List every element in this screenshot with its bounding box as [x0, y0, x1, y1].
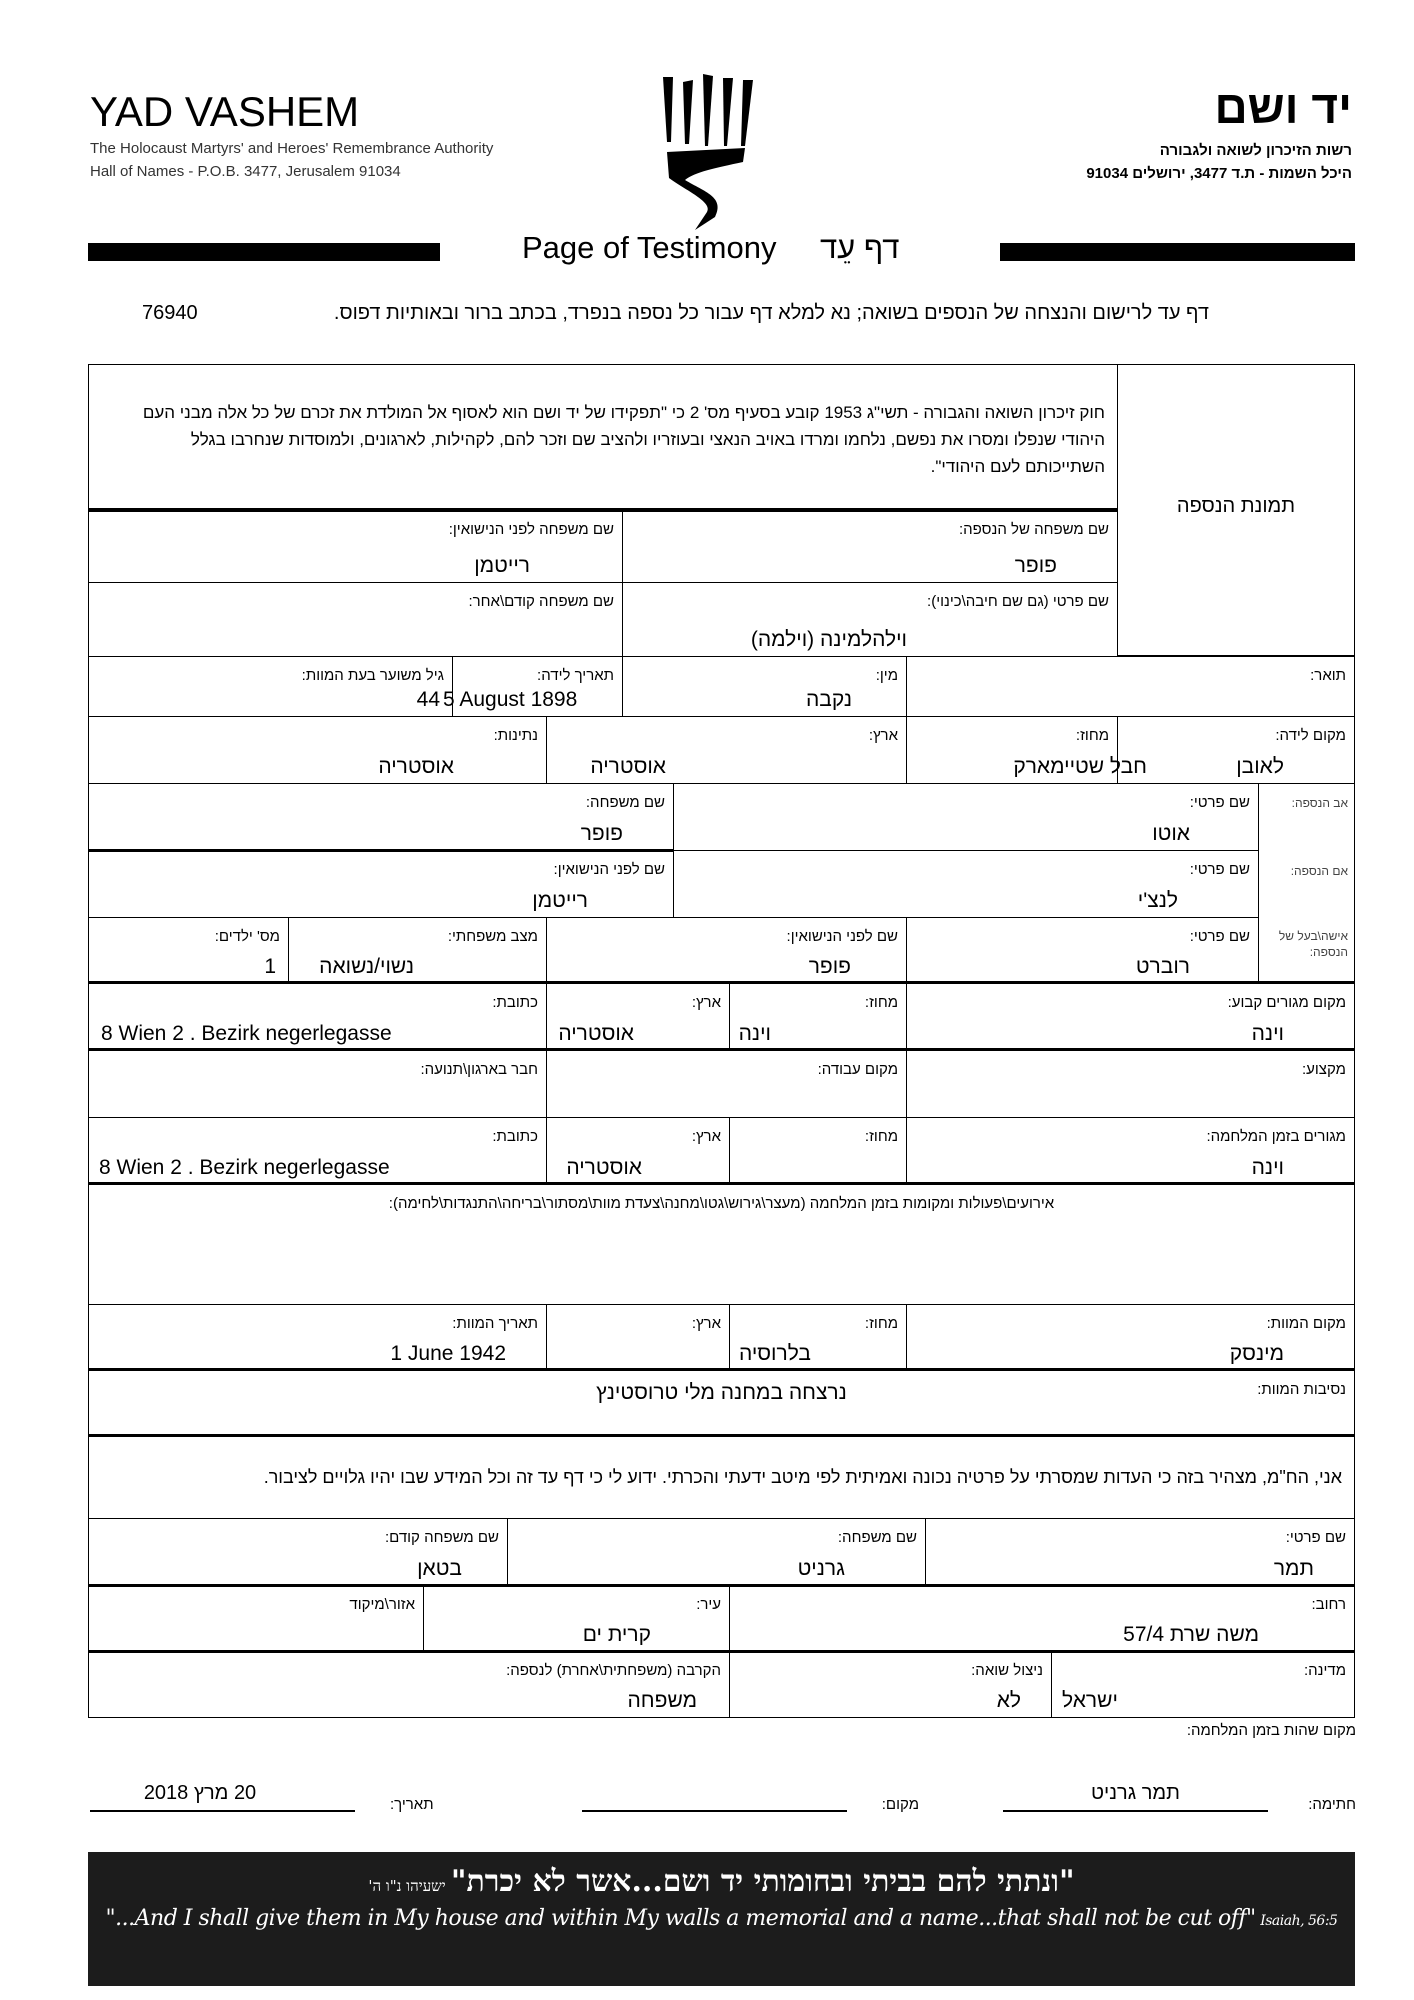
declaration-box	[88, 1436, 1355, 1519]
zip-field[interactable]	[88, 1585, 424, 1652]
label: שם משפחה לפני הנישואין:	[448, 521, 614, 538]
label: מדינה:	[1303, 1662, 1346, 1679]
label: ארץ:	[691, 994, 721, 1011]
death-district: בלרוסיה	[738, 1342, 811, 1365]
header-bar-left	[88, 243, 440, 261]
residence-place-field[interactable]	[906, 983, 1355, 1051]
org-sub-he-1: רשות הזיכרון לשואה ולגבורה	[1159, 142, 1352, 159]
birth-district-field[interactable]	[906, 716, 1147, 784]
ref-en: Isaiah, 56:5	[1260, 1913, 1338, 1929]
date-label: תאריך:	[390, 1796, 434, 1813]
residence-address: 8 Wien 2 . Bezirk negerlegasse	[101, 1022, 392, 1045]
label: מחוז:	[864, 994, 898, 1011]
submitter-country: ישראל	[1062, 1689, 1118, 1712]
birth-country: אוסטריה	[590, 755, 666, 778]
father-surname-field[interactable]	[88, 783, 674, 851]
age: 44	[416, 688, 440, 711]
dob-field[interactable]	[443, 656, 623, 717]
photo-box[interactable]	[1117, 364, 1355, 656]
org-sub-he-2: היכל השמות - ת.ד 3477, ירושלים 91034	[1086, 165, 1352, 182]
residence-district-field[interactable]	[729, 983, 907, 1051]
events-field[interactable]	[88, 1184, 1355, 1305]
form-number: 76940	[142, 302, 198, 324]
ref-he: ישעיהו נ"ו ה'	[368, 1877, 446, 1895]
profession-field[interactable]	[906, 1050, 1355, 1118]
gender: נקבה	[805, 688, 852, 711]
place-label: מקום:	[881, 1796, 919, 1813]
photo-label: תמונת הנספה	[1176, 495, 1296, 517]
birthplace: לאובן	[1236, 755, 1284, 778]
death-circumstances-field[interactable]	[88, 1370, 1355, 1437]
victim-given: וילהלמינה (וילמה)	[750, 628, 907, 651]
quote-en: "...And I shall give them in My house and within My walls a memorial and a name...that shall not be cut off"	[105, 1906, 1256, 1931]
label: חבר בארגון\תנועה:	[420, 1061, 538, 1078]
title-he: דף עֵד	[820, 230, 900, 265]
signature-value: תמר גרניט	[1091, 1782, 1180, 1804]
city-field[interactable]	[423, 1585, 730, 1652]
label: מחוז:	[864, 1128, 898, 1145]
city: קרית ים	[582, 1623, 651, 1646]
dob: 5 August 1898	[443, 688, 578, 711]
label: שם פרטי:	[1189, 861, 1250, 878]
quote-he: "ונתתי להם בביתי ובחומותי יד ושם...אשר לא יכרת"	[450, 1864, 1075, 1899]
quote-banner	[88, 1852, 1355, 1986]
war-residence-place: וינה	[1251, 1156, 1284, 1179]
label: שם משפחה קודם:	[384, 1529, 499, 1546]
intro-box	[88, 364, 1118, 511]
father-given: אוטו	[1152, 822, 1190, 845]
mother-given: לנצ'י	[1137, 889, 1178, 912]
label: מחוז:	[1075, 727, 1109, 744]
death-district-field[interactable]	[729, 1304, 907, 1371]
label: שם לפני הנישואין:	[786, 928, 898, 945]
label: תואר:	[1310, 667, 1346, 684]
age-field[interactable]	[88, 656, 453, 717]
war-address-field[interactable]	[88, 1117, 547, 1185]
street: משה שרת 57/4	[1123, 1623, 1259, 1646]
submitter-given-field[interactable]	[925, 1518, 1355, 1586]
death-date-field[interactable]	[88, 1304, 547, 1371]
death-circumstances: נרצחה במחנה מלי טרוסטינץ	[596, 1381, 847, 1404]
mother-maiden: רייטמן	[532, 889, 588, 912]
wartime-place-label: מקום שהות בזמן המלחמה:	[1186, 1722, 1356, 1739]
victim-maiden: רייטמן	[474, 554, 530, 577]
survivor: לא	[996, 1689, 1021, 1712]
label: נתינות:	[493, 727, 538, 744]
org-sub-en-1: The Holocaust Martyrs' and Heroes' Remembrance Authority	[90, 140, 494, 157]
label: שם משפחה:	[837, 1529, 917, 1546]
residence-address-field[interactable]	[88, 983, 547, 1051]
mother-given-field[interactable]	[673, 850, 1259, 918]
nationality-field[interactable]	[88, 716, 547, 784]
spouse-maiden-field[interactable]	[546, 917, 907, 984]
victim-surname-field[interactable]	[622, 510, 1118, 583]
quote-en-line	[88, 1906, 1355, 1931]
label: כתובת:	[492, 1128, 538, 1145]
yad-vashem-logo-icon	[655, 72, 765, 232]
relation: משפחה	[627, 1689, 697, 1712]
spouse-row-label: אישה\בעל של הנספה:	[1278, 929, 1348, 959]
workplace-field[interactable]	[546, 1050, 907, 1118]
war-country: אוסטריה	[566, 1156, 642, 1179]
label: ארץ:	[868, 727, 898, 744]
header-bar-right	[1000, 243, 1355, 261]
label: שם משפחה:	[585, 794, 665, 811]
death-place-field[interactable]	[906, 1304, 1355, 1371]
submitter-surname: גרניט	[797, 1557, 845, 1580]
label: כתובת:	[492, 994, 538, 1011]
victim-maiden-field[interactable]	[88, 510, 623, 583]
spouse-given-field[interactable]	[906, 917, 1259, 984]
relatives-row-labels	[1258, 783, 1355, 984]
gender-field[interactable]	[622, 656, 907, 717]
label: מצב משפחתי:	[447, 928, 538, 945]
label: רחוב:	[1311, 1596, 1346, 1613]
mother-row-label: אם הנספה:	[1290, 864, 1348, 878]
death-country-field[interactable]	[546, 1304, 730, 1371]
birth-country-field[interactable]	[546, 716, 907, 784]
father-surname: פופר	[580, 822, 623, 845]
label: מקום עבודה:	[817, 1061, 898, 1078]
label: תאריך המוות:	[452, 1315, 538, 1332]
victim-surname: פופר	[1014, 554, 1057, 577]
label: ארץ:	[691, 1315, 721, 1332]
label: גיל משוער בעת המוות:	[301, 667, 444, 684]
submitter-surname-field[interactable]	[507, 1518, 926, 1586]
spouse-given: רוברט	[1135, 955, 1190, 978]
war-country-field[interactable]	[546, 1117, 730, 1185]
residence-place: וינה	[1251, 1022, 1284, 1045]
mother-maiden-field[interactable]	[88, 850, 674, 918]
label: מקום לידה:	[1275, 727, 1346, 744]
war-district-field[interactable]	[729, 1117, 907, 1185]
place-line[interactable]	[582, 1810, 847, 1812]
signature-label: חתימה:	[1308, 1796, 1356, 1813]
marital-status: נשוי/נשואה	[319, 955, 414, 978]
organization-field[interactable]	[88, 1050, 547, 1118]
org-name-en: YAD VASHEM	[90, 88, 360, 135]
label: ניצול שואה:	[971, 1662, 1043, 1679]
father-given-field[interactable]	[673, 783, 1259, 851]
label: שם פרטי:	[1189, 794, 1250, 811]
war-address: 8 Wien 2 . Bezirk negerlegasse	[99, 1156, 390, 1179]
declaration-text: אני, הח"מ, מצהיר בזה כי העדות שמסרתי על פרטיה נכונה ואמיתית לפי מיטב ידעתי והכרתי. ידוע לי כי דף עד זה וכל המידע שבו יהיו גלויים לציבור.	[263, 1467, 1342, 1487]
street-field[interactable]	[729, 1585, 1355, 1652]
residence-country-field[interactable]	[546, 983, 730, 1051]
label: שם פרטי:	[1189, 928, 1250, 945]
spouse-maiden: פופר	[808, 955, 851, 978]
children-count: 1	[264, 955, 276, 978]
children-field[interactable]	[88, 917, 289, 984]
submitter-prev-surname: בטאן	[417, 1557, 462, 1580]
death-date: 1 June 1942	[390, 1342, 506, 1365]
label: שם משפחה קודם\אחר:	[468, 593, 614, 610]
nationality: אוסטריה	[378, 755, 454, 778]
residence-country: אוסטריה	[558, 1022, 634, 1045]
birthplace-field[interactable]	[1117, 716, 1355, 784]
quote-he-line	[88, 1864, 1355, 1899]
residence-district: וינה	[738, 1022, 771, 1045]
label: תאריך לידה:	[537, 667, 614, 684]
label: שם לפני הנישואין:	[553, 861, 665, 878]
marital-status-field[interactable]	[288, 917, 547, 984]
label: עיר:	[696, 1596, 721, 1613]
intro-text: חוק זיכרון השואה והגבורה - תשי"ג 1953 קובע בסעיף מס' 2 כי "תפקידו של יד ושם הוא לאסוף אל המולדת את זכרם של כל אלה מבני העם היהודי שנפלו ומסרו את נפשם, נלחמו ומרדו באויב הנאצי ובעוזריו ולהציב שם וזכר להם, לקהילות, לארגונים, ולמוסדות שנחרבו בגלל השתייכותם לעם היהודי".	[142, 403, 1105, 476]
label: מגורים בזמן המלחמה:	[1206, 1128, 1346, 1145]
org-name-he: יד ושם	[1214, 81, 1352, 133]
war-residence-field[interactable]	[906, 1117, 1355, 1185]
date-line[interactable]	[90, 1810, 355, 1812]
label: ארץ:	[691, 1128, 721, 1145]
label: הקרבה (משפחתית\אחרת) לנספה:	[506, 1662, 721, 1679]
title-en: Page of Testimony	[522, 230, 777, 265]
org-sub-en-2: Hall of Names - P.O.B. 3477, Jerusalem 91034	[90, 163, 401, 180]
relation-field[interactable]	[88, 1651, 730, 1718]
father-row-label: אב הנספה:	[1291, 796, 1348, 810]
label: מחוז:	[864, 1315, 898, 1332]
label: שם פרטי (גם שם חיבה\כינוי):	[927, 593, 1109, 610]
signature-line[interactable]	[1003, 1810, 1268, 1812]
victim-given-field[interactable]	[622, 582, 1118, 657]
label: מקום מגורים קבוע:	[1227, 994, 1346, 1011]
label: אזור\מיקוד	[349, 1596, 415, 1613]
submitter-given: תמר	[1273, 1557, 1314, 1580]
label: מקצוע:	[1302, 1061, 1346, 1078]
instructions: דף עד לרישום והנצחה של הנספים בשואה; נא למלא דף עבור כל נספה בנפרד, בכתב ברור ובאותיות דפוס.	[333, 302, 1209, 324]
submitter-prev-surname-field[interactable]	[88, 1518, 508, 1586]
submitter-country-field[interactable]	[1051, 1651, 1355, 1718]
label: שם משפחה של הנספה:	[958, 521, 1109, 538]
date-value: 20 מרץ 2018	[143, 1782, 257, 1804]
victim-prev-surname-field[interactable]	[88, 582, 623, 657]
death-place: מינסק	[1229, 1342, 1284, 1365]
label: מקום המוות:	[1266, 1315, 1346, 1332]
label: מס' ילדים:	[214, 928, 280, 945]
birth-district: חבל שטיימארק	[1013, 755, 1147, 778]
label: שם פרטי:	[1285, 1529, 1346, 1546]
label: נסיבות המוות:	[1257, 1381, 1346, 1398]
label: מין:	[875, 667, 898, 684]
events-label: אירועים\פעולות ומקומות בזמן המלחמה (מעצר\גירוש\גטו\מחנה\צעדת מוות\מסתור\בריחה\התנגדות\לחימה):	[388, 1195, 1055, 1212]
title-field[interactable]	[906, 656, 1355, 717]
survivor-field[interactable]	[729, 1651, 1052, 1718]
